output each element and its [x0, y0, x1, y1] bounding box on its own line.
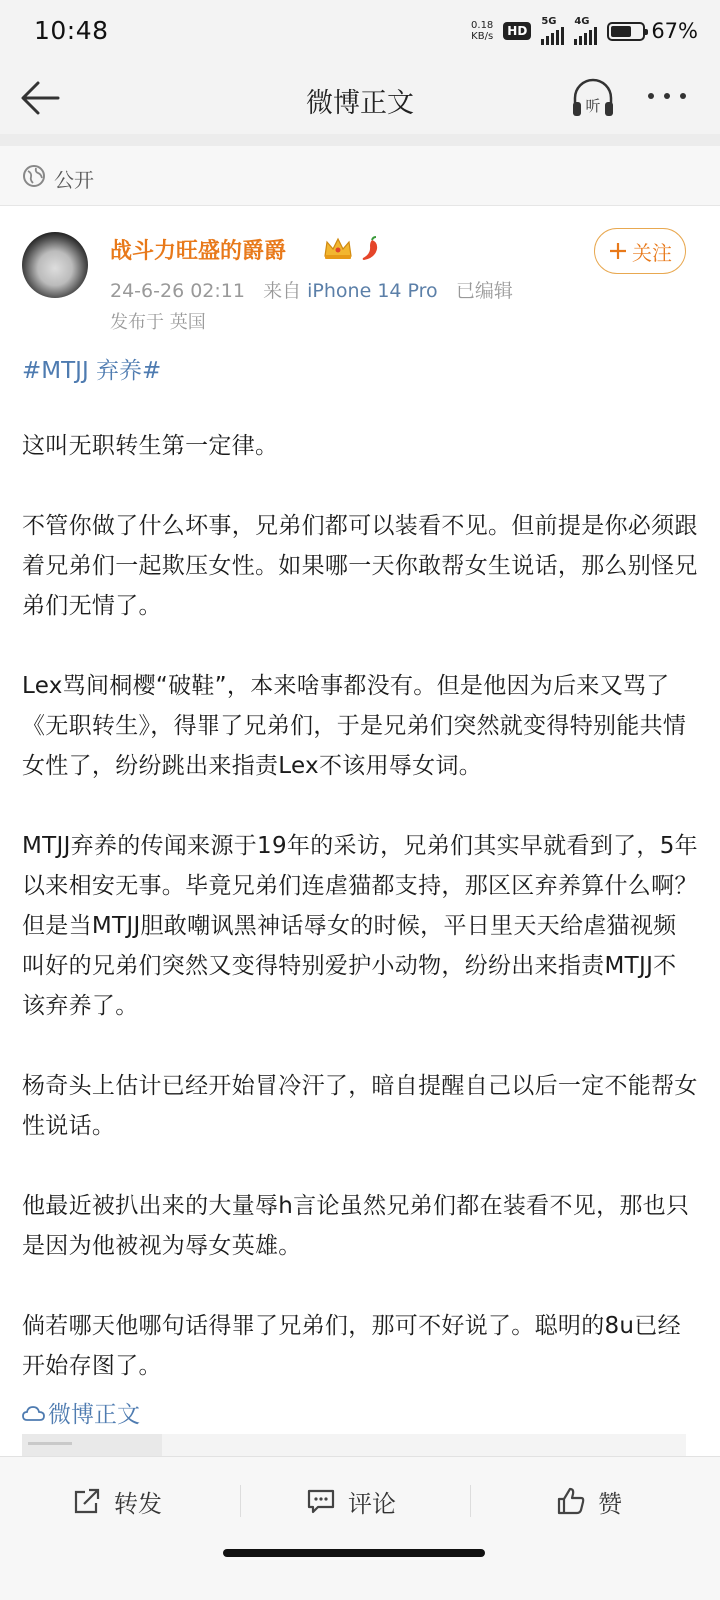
battery-indicator: [607, 19, 698, 43]
post-meta: [110, 276, 513, 303]
repost-button[interactable]: [72, 1481, 162, 1521]
plus-icon: [608, 241, 628, 261]
visibility-label: 公开: [54, 168, 94, 192]
clock: 10:48: [34, 16, 109, 45]
post-content: [22, 426, 698, 1426]
status-bar: [0, 0, 720, 62]
avatar[interactable]: [22, 232, 88, 298]
home-indicator[interactable]: [223, 1549, 485, 1557]
follow-button[interactable]: [594, 228, 686, 274]
follow-label: 关注: [632, 240, 672, 265]
crown-icon: [322, 235, 354, 261]
username[interactable]: 战斗力旺盛的爵爵: [110, 239, 287, 264]
post-location: 发布于 英国: [110, 312, 206, 333]
action-divider: [470, 1485, 471, 1517]
nav-bar: [0, 62, 720, 134]
edited-label[interactable]: 已编辑: [455, 280, 513, 302]
preview-card[interactable]: [22, 1434, 162, 1456]
paragraph: 这叫无职转生第一定律。: [22, 433, 279, 459]
battery-icon: [607, 22, 645, 41]
paragraph: 倘若哪天他哪句话得罪了兄弟们，那可不好说了。聪明的8u已经开始存图了。: [22, 1313, 681, 1379]
paragraph: 他最近被扒出来的大量辱h言论虽然兄弟们都在装看不见，那也只是因为他被视为辱女英雄。: [22, 1193, 690, 1259]
embedded-preview[interactable]: [22, 1434, 686, 1456]
signal-4g-icon: 4G: [574, 18, 597, 45]
more-icon[interactable]: [648, 93, 686, 99]
paragraph: 不管你做了什么坏事，兄弟们都可以装看不见。但前提是你必须跟着兄弟们一起欺压女性。如果哪一天你敢帮女生说话，那么别怪兄弟们无情了。: [22, 513, 698, 619]
action-bar: [0, 1456, 720, 1600]
repost-icon: [72, 1486, 102, 1516]
hashtag-link[interactable]: #MTJJ 弃养#: [22, 358, 162, 384]
globe-icon: [22, 164, 46, 188]
hd-badge: HD: [503, 22, 531, 40]
source-prefix: 来自: [263, 280, 302, 302]
battery-percent: 67%: [651, 19, 698, 43]
weibo-link[interactable]: [22, 1396, 140, 1429]
like-button[interactable]: [556, 1481, 622, 1521]
headphone-icon[interactable]: [570, 76, 616, 120]
net-speed: 0.18 KB/s: [471, 20, 494, 42]
signal-5g-icon: 5G: [541, 18, 564, 45]
listen-label: 听: [585, 97, 601, 115]
like-label: 赞: [598, 1489, 622, 1518]
paragraph: 杨奇头上估计已经开始冒冷汗了，暗自提醒自己以后一定不能帮女性说话。: [22, 1073, 698, 1139]
weibo-icon: [22, 1402, 46, 1424]
pepper-icon: [358, 236, 382, 262]
header-divider: [0, 134, 720, 146]
device-label[interactable]: iPhone 14 Pro: [307, 280, 438, 302]
paragraph: Lex骂间桐樱“破鞋”，本来啥事都没有。但是他因为后来又骂了《无职转生》，得罪了兄弟们，于是兄弟们突然就变得特别能共情女性了，纷纷跳出来指责Lex不该用辱女词。: [22, 673, 687, 779]
action-divider: [240, 1485, 241, 1517]
comment-label: 评论: [348, 1489, 396, 1518]
visibility-row: [0, 146, 720, 206]
repost-label: 转发: [114, 1489, 162, 1518]
comment-icon: [306, 1486, 336, 1516]
post-date: 24-6-26 02:11: [110, 280, 245, 302]
weibo-link-label: 微博正文: [48, 1402, 140, 1428]
page-title: 微博正文: [306, 88, 414, 119]
status-icons: [471, 16, 698, 46]
like-icon: [556, 1486, 586, 1516]
paragraph: MTJJ弃养的传闻来源于19年的采访，兄弟们其实早就看到了，5年以来相安无事。毕竟兄弟们连虐猫都支持，那区区弃养算什么啊？但是当MTJJ胆敢嘲讽黑神话辱女的时候，平日里天天给虐猫视频叫好的兄弟们突然又变得特别爱护小动物，纷纷出来指责MTJJ不该弃养了。: [22, 833, 698, 1019]
comment-button[interactable]: [306, 1481, 396, 1521]
